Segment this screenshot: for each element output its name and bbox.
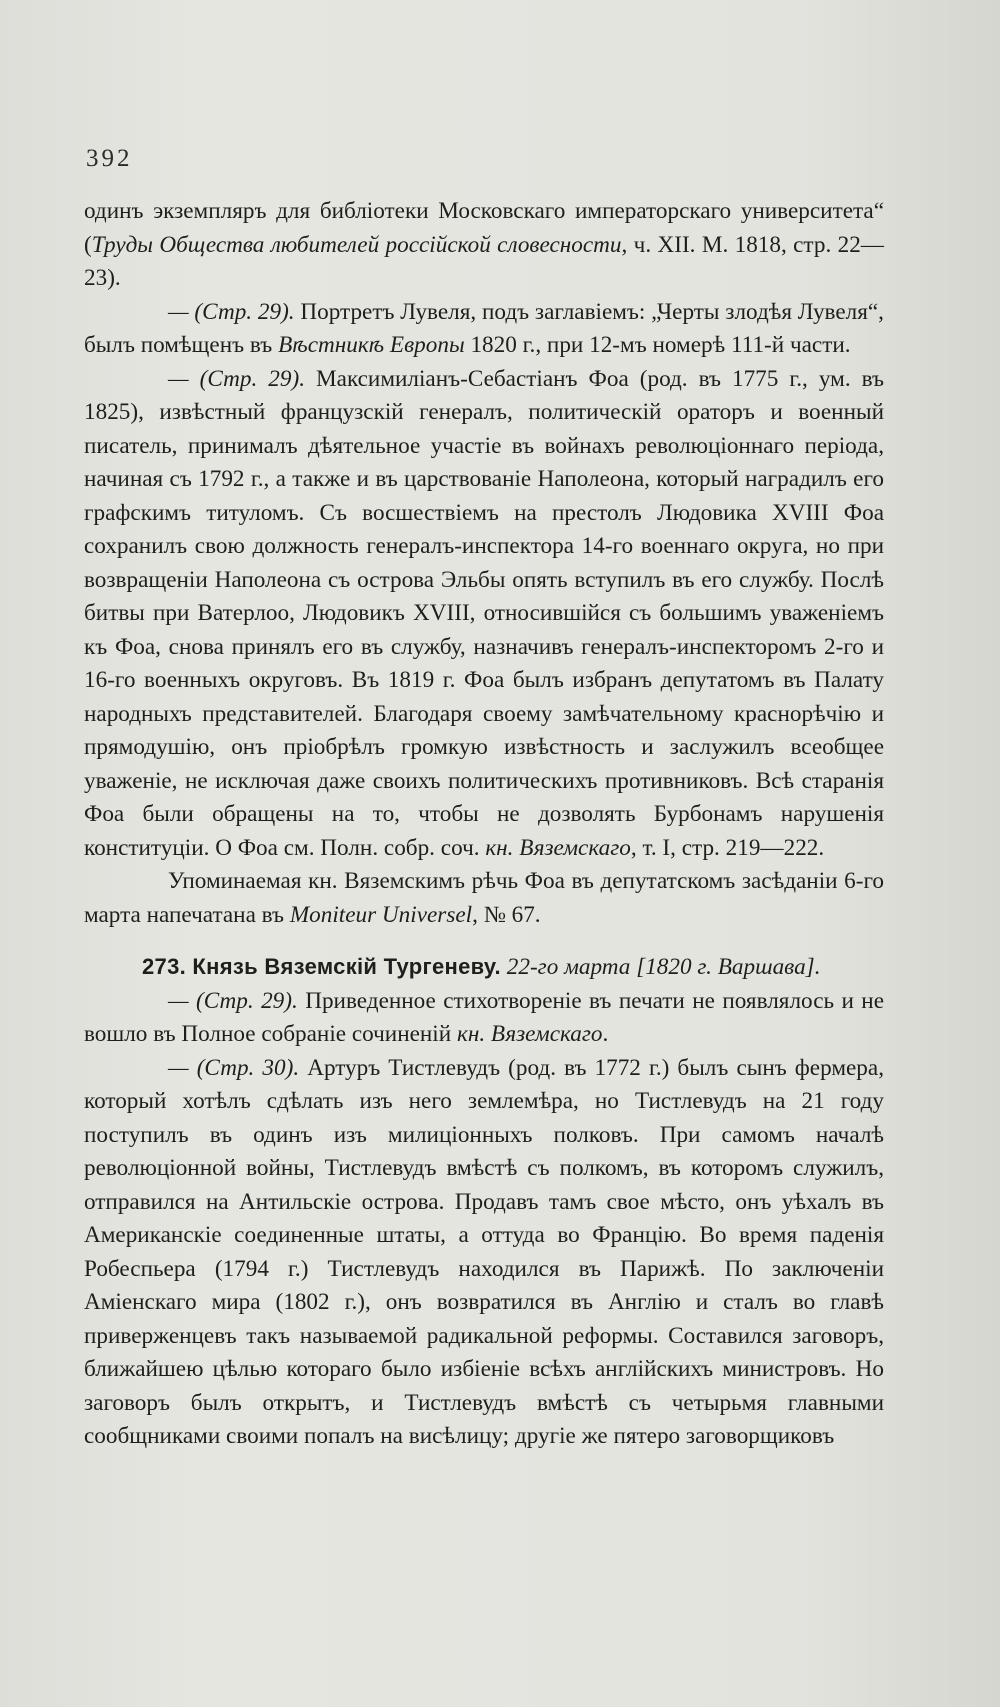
paragraph-5 <box>84 985 884 1052</box>
paragraph-4-text-b: , № 67. <box>472 901 541 928</box>
paragraph-2-italic: Вѣстникѣ Европы <box>278 332 465 358</box>
letter-heading-title: 273. Князь Вяземскій Тургеневу. <box>142 954 501 979</box>
paragraph-2-text-a: Портретъ Лувеля, подъ заглавіемъ: „Черты злодѣя Лувеля“, былъ помѣщенъ въ <box>84 298 884 358</box>
paragraph-1 <box>84 195 884 296</box>
paragraph-1-text-a: одинъ экземпляръ для библіотеки Московскаго императорскаго университета“ ( <box>84 198 884 258</box>
paragraph-3-text-a: Максимиліанъ-Себастіанъ Фоа (род. въ 1775 г., ум. въ 1825), извѣстный французскій генералъ, политическій ораторъ и военный писатель, принималъ дѣятельное участіе въ войнахъ революціоннаго періода, начиная съ 1792 г., а также и въ царствованіе Наполеона, который наградилъ его графскимъ титуломъ. Съ восшествіемъ на престолъ Людовика XVIII Фоа сохранилъ свою должность генералъ-инспектора 14-го военнаго округа, но при возвращеніи Наполеона съ острова Эльбы опять вступилъ въ его службу. Послѣ битвы при Ватерлоо, Людовикъ XVIII, относившійся съ большимъ уваженіемъ къ Фоа, снова принялъ его въ службу, назначивъ генералъ-инспекторомъ 2-го и 16-го военныхъ округовъ. Въ 1819 г. Фоа былъ избранъ депутатомъ въ Палату народныхъ представителей. Благодаря своему замѣчательному краснорѣчію и прямодушію, онъ пріобрѣлъ громкую извѣстность и заслужилъ всеобщее уваженіе, не исключая даже своихъ политическихъ противниковъ. Всѣ старанія Фоа были обращены на то, чтобы не дозволять Бурбонамъ нарушенія конституціи. О Фоа см. Полн. собр. соч. <box>84 365 885 861</box>
paragraph-5-text-b: . <box>602 1021 609 1047</box>
paragraph-6-lead: — (Стр. 30). <box>168 1054 300 1081</box>
paragraph-4 <box>84 865 884 932</box>
paragraph-3-italic: кн. Вяземскаго <box>485 834 631 861</box>
paragraph-4-text-a: Упоминаемая кн. Вяземскимъ рѣчь Фоа въ депутатскомъ засѣданіи 6-го марта напечатана въ <box>84 868 884 928</box>
paragraph-3-text-b: , т. I, стр. 219—222. <box>630 834 825 861</box>
paragraph-4-italic: Moniteur Universel <box>289 901 473 928</box>
letter-heading-date: 22-го марта [1820 г. Варшава]. <box>500 954 821 980</box>
paragraph-2-lead: — (Стр. 29). <box>168 298 295 325</box>
page-number: 392 <box>86 145 133 172</box>
paragraph-1-italic: Труды Общества любителей россійской словесности <box>91 231 622 258</box>
paragraph-2-text-b: 1820 г., при 12-мъ номерѣ 111-й части. <box>464 332 851 358</box>
paragraph-5-text-a: Приведенное стихотвореніе въ печати не появлялось и не вошло въ Полное собраніе сочиненій <box>84 987 885 1047</box>
page-body <box>84 195 884 1454</box>
letter-heading <box>84 950 884 985</box>
paragraph-1-text-b: , ч. XII. М. 1818, стр. 22—23). <box>84 231 884 291</box>
paragraph-3 <box>84 363 884 866</box>
paragraph-3-lead: — (Стр. 29). <box>168 365 306 392</box>
paragraph-5-italic: кн. Вяземскаго <box>456 1021 603 1047</box>
paragraph-6 <box>84 1052 884 1454</box>
paragraph-5-lead: — (Стр. 29). <box>168 987 298 1014</box>
paragraph-6-text: Артуръ Тистлевудъ (род. въ 1772 г.) былъ сынъ фермера, который хотѣлъ сдѣлать изъ него землемѣра, но Тистлевудъ на 21 году поступилъ въ одинъ изъ милиціонныхъ полковъ. При самомъ началѣ революціонной войны, Тистлевудъ вмѣстѣ съ полкомъ, въ которомъ служилъ, отправился на Антильскіе острова. Продавъ тамъ свое мѣсто, онъ уѣхалъ въ Американскіе соединенные штаты, а оттуда во Францію. Во время паденія Робеспьера (1794 г.) Тистлевудъ находился въ Парижѣ. По заключеніи Аміенскаго мира (1802 г.), онъ возвратился въ Англію и сталъ во главѣ приверженцевъ такъ называемой радикальной реформы. Составился заговоръ, ближайшею цѣлью котораго было избіеніе всѣхъ англійскихъ министровъ. Но заговоръ былъ открытъ, и Тистлевудъ вмѣстѣ съ четырьмя главными сообщниками своими попалъ на висѣлицу; другіе же пятеро заговорщиковъ <box>84 1054 884 1449</box>
paragraph-2 <box>84 296 884 363</box>
